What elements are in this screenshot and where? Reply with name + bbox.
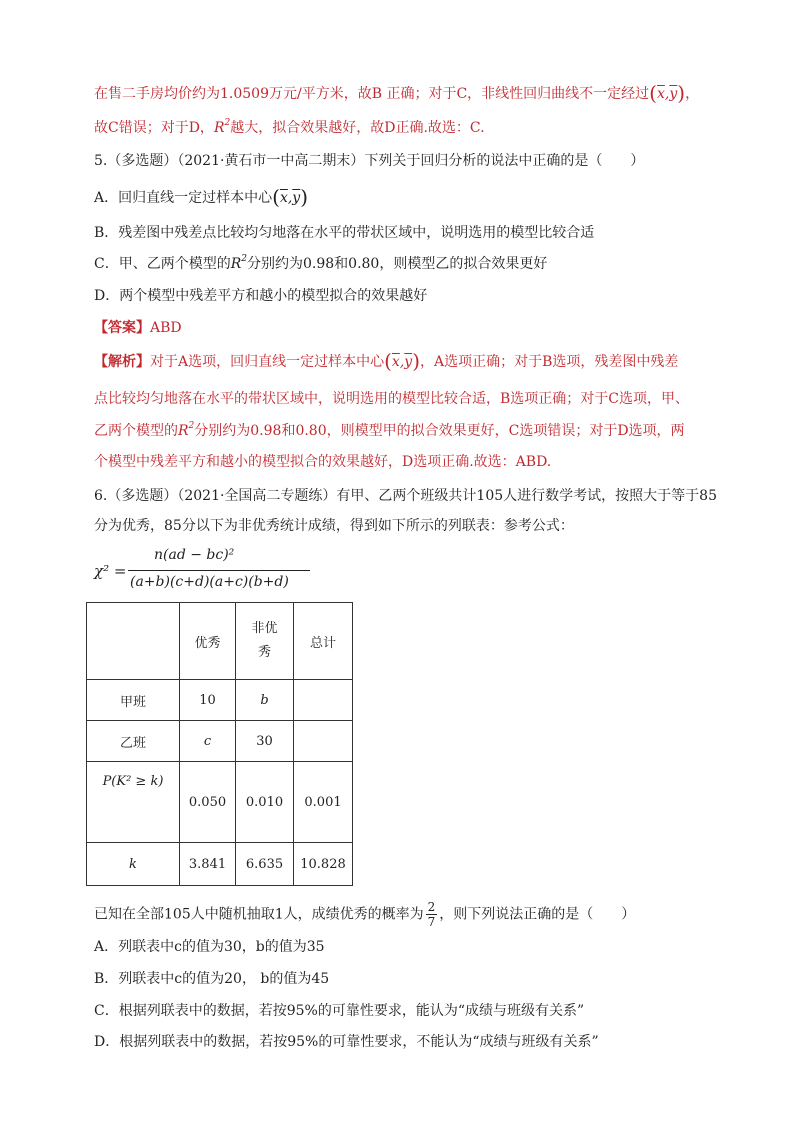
table-cell <box>294 721 353 762</box>
table-row <box>87 603 353 680</box>
table-cell: b <box>236 680 294 721</box>
table-row <box>87 680 353 721</box>
answer-label: 【答案】 <box>94 320 150 336</box>
text: 在售二手房均价约为1.0509万元/平方米，故B 正确；对于C，非线性回归曲线不一定经过 <box>94 86 650 102</box>
q6-option-a: A．列联表中c的值为30，b的值为35 <box>94 939 325 955</box>
table-cell: k <box>87 843 180 886</box>
table-cell: c <box>180 721 236 762</box>
formula-lhs: χ² = <box>94 562 127 580</box>
table-cell <box>294 680 353 721</box>
q6-option-d: D．根据列联表中的数据，若按95%的可靠性要求，不能认为“成绩与班级有关系” <box>94 1034 599 1050</box>
q5-option-c: C．甲、乙两个模型的$R^2$分别约为0.98和0.80，则模型乙的拟合效果更好 <box>94 254 548 272</box>
analysis-label: 【解析】 <box>94 354 150 370</box>
table-cell: 10 <box>180 680 236 721</box>
table-cell: 乙班 <box>87 721 180 762</box>
fraction-bar <box>128 570 310 571</box>
q5-analysis-line-1: 【解析】对于A选项，回归直线一定过样本中心$(\overline{x},\overline{y})$，A选项正确；对于B选项，残差图中残差 <box>94 349 679 373</box>
q5-analysis-line-2: 点比较均匀地落在水平的带状区域中，说明选用的模型比较合适，B选项正确；对于C选项，甲、 <box>94 391 689 407</box>
table-cell: 30 <box>236 721 294 762</box>
prev-analysis-line-2: 故C错误；对于D，$R^2$越大，拟合效果越好，故D正确.故选：C. <box>94 118 485 136</box>
table-cell: 0.001 <box>294 762 353 843</box>
q6-stem-line-1: 6.（多选题）（2021·全国高二专题练）有甲、乙两个班级共计105人进行数学考试，按照大于等于85 <box>94 488 717 504</box>
chi-square-formula <box>94 547 334 597</box>
table-row <box>87 721 353 762</box>
table-cell: 0.050 <box>180 762 236 843</box>
q5-analysis-line-4: 个模型中残差平方和越小的模型拟合的效果越好，D选项正确.故选：ABD. <box>94 454 552 470</box>
paren-close: ) <box>677 81 686 105</box>
q5-option-d: D．两个模型中残差平方和越小的模型拟合的效果越好 <box>94 288 428 304</box>
text: ， <box>685 86 700 102</box>
sample-center: $\overline{x},\overline{y}$ <box>656 86 678 102</box>
table-cell <box>87 603 180 680</box>
prev-analysis-line-1 <box>94 82 699 105</box>
q6-condition: 已知在全部105人中随机抽取1人，成绩优秀的概率为 $\frac{2}{7}$ ，则下列说法正确的是（ ） <box>94 900 636 929</box>
table-row <box>87 843 353 886</box>
table-cell: 0.010 <box>236 762 294 843</box>
table-cell: 甲班 <box>87 680 180 721</box>
q5-option-b: B．残差图中残差点比较均匀地落在水平的带状区域中，说明选用的模型比较合适 <box>94 225 595 241</box>
contingency-table <box>86 602 353 886</box>
table-cell: 6.635 <box>236 843 294 886</box>
r-squared: $R^2$ <box>213 118 231 136</box>
q6-option-b: B．列联表中c的值为20， b的值为45 <box>94 971 330 987</box>
answer-value: ABD <box>150 320 182 336</box>
formula-numerator: n(ad − bc)² <box>154 547 235 563</box>
formula-denominator: (a+b)(c+d)(a+c)(b+d) <box>130 574 289 590</box>
q6-stem-line-2: 分为优秀，85分以下为非优秀统计成绩，得到如下所示的列联表：参考公式： <box>94 518 574 534</box>
table-header-cell: 优秀 <box>180 603 236 680</box>
table-cell: P(K² ≥ k) <box>87 762 180 843</box>
table-header-cell: 非优秀 <box>236 603 294 680</box>
table-header-cell: 总计 <box>294 603 353 680</box>
q5-analysis-line-3: 乙两个模型的$R^2$分别约为0.98和0.80，则模型甲的拟合效果更好，C选项错误；对于D选项，两 <box>94 421 685 439</box>
table-row <box>87 762 353 843</box>
table-cell: 10.828 <box>294 843 353 886</box>
probability-fraction: $\frac{2}{7}$ <box>427 900 436 929</box>
q5-answer <box>94 317 182 339</box>
paren-open: ( <box>649 81 657 105</box>
q6-option-c: C．根据列联表中的数据，若按95%的可靠性要求，能认为“成绩与班级有关系” <box>94 1003 585 1019</box>
q5-stem: 5.（多选题）（2021·黄石市一中高二期末）下列关于回归分析的说法中正确的是（ ） <box>94 153 645 169</box>
q5-option-a: A．回归直线一定过样本中心$(\overline{x},\overline{y})$ <box>94 185 309 209</box>
table-cell: 3.841 <box>180 843 236 886</box>
